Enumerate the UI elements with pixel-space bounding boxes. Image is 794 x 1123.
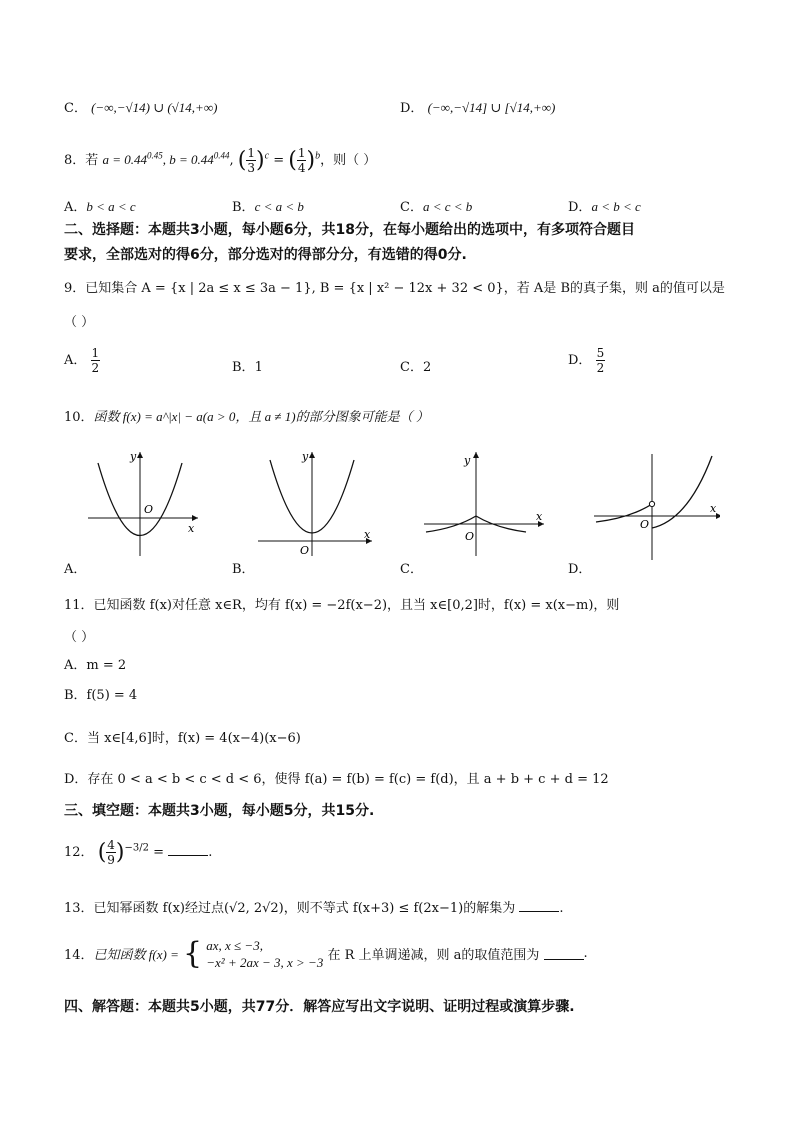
q10-caption-a: A． (64, 562, 87, 577)
q10-d-origin: O (640, 518, 650, 531)
q10-graph-d (590, 448, 720, 560)
q10-caption-b: B． (232, 562, 255, 577)
section3-heading: 三、填空题：本题共3小题，每小题5分，共15分. (64, 803, 375, 819)
q7-option-d-text: (−∞,−√14] ∪ [√14,+∞) (427, 100, 556, 115)
q8-b-exp: 0.44 (213, 150, 230, 161)
q10-graph-a (80, 448, 210, 560)
q7-option-c-text: (−∞,−√14) ∪ (√14,+∞) (91, 100, 218, 115)
q10-c-x-label: x (536, 510, 543, 523)
q8-stem: 8．若 $a = 0.44^{0.45}$, $b = 0.44^{0.44}$, ( $\frac{1}{3}$ )$^c$ = ( $\frac{1}{4}$ )$^b$，则（ ） (64, 146, 377, 175)
q11-option-a: A．m = 2 (64, 658, 127, 673)
q7-option-d-label: D． (400, 101, 424, 116)
q8-option-c: C．a < c < b (400, 199, 473, 215)
section4-heading: 四、解答题：本题共5小题，共77分．解答应写出文字说明、证明过程或演算步骤. (64, 999, 575, 1015)
q10-c-origin: O (465, 530, 475, 543)
q10-stem (64, 406, 429, 425)
section2-heading-line1: 二、选择题：本题共3小题，每小题6分，共18分，在每小题给出的选项中，有多项符合题目 (64, 222, 635, 238)
q8-frac2: $\frac{1}{4}$ (297, 146, 306, 175)
q14-stem: 14．已知函数 f(x) = { ax, x ≤ −3, −x² + 2ax − 3, x > −3 在 R 上单调递减，则 a的取值范围为 . (64, 936, 588, 971)
q8-suffix: ，则（ ） (320, 153, 377, 168)
q9-paren: （ ） (64, 315, 95, 330)
section2-heading-line2: 要求，全部选对的得6分，部分选对的得部分分，有选错的得0分. (64, 247, 467, 263)
q14-case2: −x² + 2ax − 3, x > −3 (206, 954, 324, 970)
q14-answer-blank[interactable] (544, 947, 584, 960)
q12-eq: = (153, 845, 165, 860)
q10-a-y-label: y (130, 450, 137, 463)
q9-option-b: B．1 (232, 360, 263, 375)
q12-answer-blank[interactable] (168, 843, 208, 856)
q11-option-c: C．当 x∈[4,6]时，f(x) = 4(x−4)(x−6) (64, 731, 301, 746)
q8-number: 8． (64, 153, 86, 168)
q8-option-d: D．a < b < c (568, 199, 641, 215)
q11-number: 11． (64, 598, 94, 613)
q14-case1: ax, x ≤ −3, (206, 937, 263, 953)
q9-number: 9． (64, 281, 86, 296)
q8-option-b: B．c < a < b (232, 199, 304, 215)
q10-graph-c (420, 448, 550, 560)
q9-stem (64, 277, 725, 296)
q10-d-x-label: x (710, 502, 717, 515)
q14-number: 14． (64, 948, 94, 963)
q10-b-y-label: y (302, 450, 309, 463)
q10-b-origin: O (300, 544, 310, 557)
q11-text: 已知函数 f(x)对任意 x∈R，均有 f(x) = −2f(x−2)，且当 x∈[0,2]时，f(x) = x(x−m)，则 (93, 598, 620, 613)
q8-a-expr: a = 0.44 (102, 152, 147, 167)
q9-option-a: A． $\frac{1}{2}$ (64, 346, 100, 375)
q14-suffix: 在 R 上单调递减，则 a的取值范围为 (327, 948, 540, 963)
q10-b-x-label: x (364, 528, 371, 541)
q10-text: 函数 f(x) = a^|x| − a(a > 0，且 a ≠ 1)的部分图象可能是（ ） (93, 409, 429, 424)
q7-option-c (64, 97, 217, 116)
q11-option-b: B．f(5) = 4 (64, 688, 138, 703)
q7-option-c-label: C． (64, 101, 87, 116)
q10-c-y-label: y (464, 454, 471, 467)
q8-b-expr: , b = 0.44 (162, 152, 214, 167)
q9-option-d: D． $\frac{5}{2}$ (568, 346, 605, 375)
q12-frac: $\frac{4}{9}$ (107, 838, 115, 867)
q10-number: 10． (64, 410, 94, 425)
q10-a-x-label: x (188, 522, 195, 535)
q13-stem: 13．已知幂函数 f(x)经过点(√2, 2√2)，则不等式 f(x+3) ≤ f(2x−1)的解集为 . (64, 901, 564, 916)
q9-option-c: C．2 (400, 360, 432, 375)
q7-option-d (400, 97, 555, 116)
q11-option-d: D．存在 0 < a < b < c < d < 6，使得 f(a) = f(b) = f(c) = f(d)，且 a + b + c + d = 12 (64, 772, 609, 787)
q14-cases (206, 937, 323, 971)
q8-prefix: 若 (85, 153, 99, 168)
q10-graph-b (250, 448, 380, 560)
q9-text: 已知集合 A = {x | 2a ≤ x ≤ 3a − 1}, B = {x | x² − 12x + 32 < 0}，若 A是 B的真子集，则 a的值可以是 (85, 281, 725, 296)
q8-option-a: A．b < a < c (64, 199, 136, 215)
q11-stem (64, 594, 619, 613)
q8-frac1: $\frac{1}{3}$ (247, 146, 255, 175)
q12-exp: −3/2 (124, 842, 149, 854)
q10-caption-d: D． (568, 562, 592, 577)
q12-number: 12． (64, 845, 94, 860)
q13-answer-blank[interactable] (519, 899, 559, 912)
q10-caption-c: C． (400, 562, 423, 577)
q14-prefix: 已知函数 f(x) = (93, 947, 179, 962)
q12-stem: 12． ( $\frac{4}{9}$ )$^{-3/2}$ = . (64, 838, 213, 867)
q8-eq: = (273, 153, 285, 168)
q10-a-origin: O (144, 503, 154, 516)
q13-number: 13． (64, 901, 94, 916)
q11-paren: （ ） (64, 630, 95, 645)
q8-frac2-exp: b (315, 150, 321, 162)
q13-text: 已知幂函数 f(x)经过点(√2, 2√2)，则不等式 f(x+3) ≤ f(2x−1)的解集为 (93, 901, 516, 916)
q8-a-exp: 0.45 (146, 150, 163, 161)
q8-frac1-exp: c (264, 150, 270, 162)
